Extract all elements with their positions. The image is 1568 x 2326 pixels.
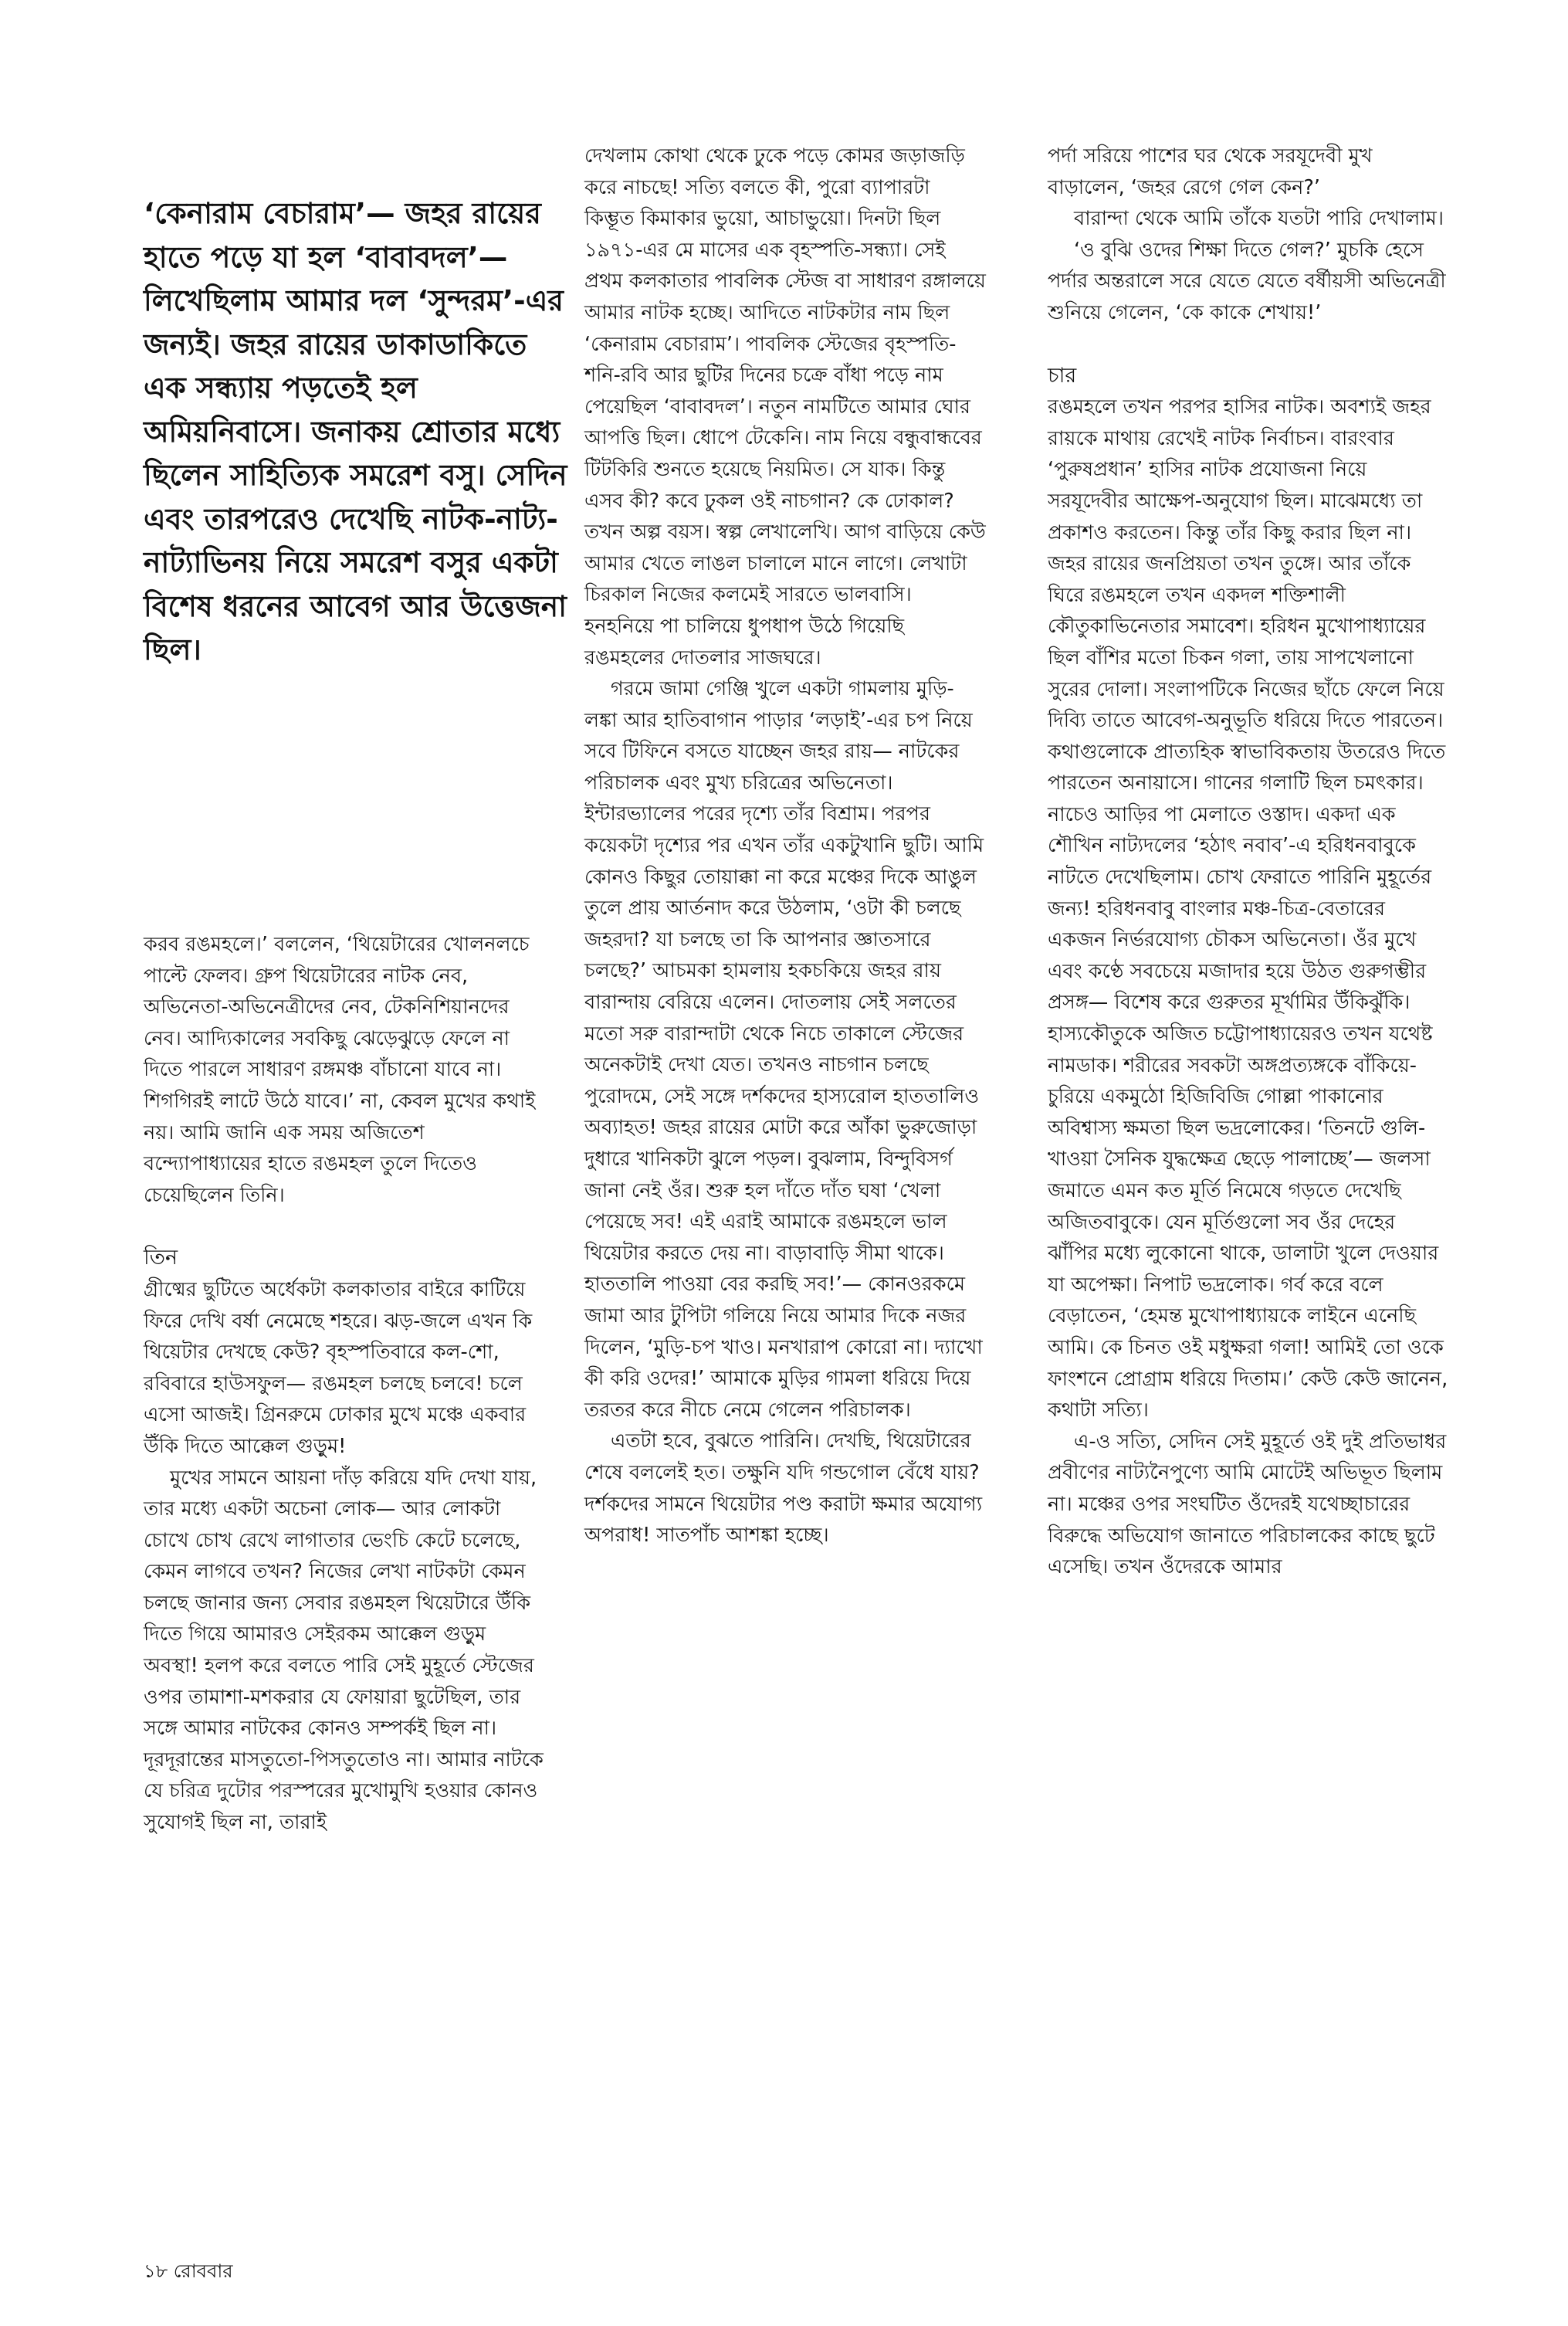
paragraph: মুখের সামনে আয়না দাঁড় করিয়ে যদি দেখা যায়, তার মধ্যে একটা অচেনা লোক— আর লোকটা চোখে চোখ রেখে লাগাতার ভেংচি কেটে চলেছে, কেমন লাগবে তখন? নিজের লেখা নাটকটা কেমন চলছে জানার জন্য সেবার রঙমহল থিয়েটারে উঁকি দিতে গিয়ে আমারও সেইরকম আক্কেল গুড়ুম অবস্থা! হলপ করে বলতে পারি সেই মুহূর্তে স্টেজের ওপর তামাশা-মশকরার যে ফোয়ারা ছুটেছিল, তার সঙ্গে আমার নাটকের কোনও সম্পর্কই ছিল না। দূরদূরান্তের মাসতুতো-পিসতুতোও না। আমার নাটকে যে চরিত্র দুটোর পরস্পরের মুখোমুখি হওয়ার কোনও সুযোগই ছিল না, তারাই xyxy=(144,1466,544,1835)
paragraph: গ্রীষ্মের ছুটিতে অর্ধেকটা কলকাতার বাইরে কাটিয়ে ফিরে দেখি বর্ষা নেমেছে শহরে। ঝড়-জলে এখন কি থিয়েটার দেখছে কেউ? বৃহস্পতিবারে কল-শো, রবিবারে হাউসফুল— রঙমহল চলছে চলবে! চলে এসো আজই। গ্রিনরুমে ঢোকার মুখে মঞ্চে একবার উঁকি দিতে আক্কেল গুড়ুম! xyxy=(144,1277,533,1458)
paragraph: এ-ও সত্যি, সেদিন সেই মুহূর্তে ওই দুই প্রতিভাধর প্রবীণের নাট্যনৈপুণ্যে আমি মোটেই অভিভূত ছিলাম না। মঞ্চের ওপর সংঘটিত ওঁদেরই যথেচ্ছাচারের বিরুদ্ধে অভিযোগ জানাতে পরিচালকের কাছে ছুটে এসেছি। তখন ওঁদেরকে আমার xyxy=(1048,1429,1447,1579)
paragraph: এতটা হবে, বুঝতে পারিনি। দেখছি, থিয়েটারের শেষে বললেই হত। তক্ষুনি যদি গন্ডগোল বেঁধে যায়? দর্শকদের সামনে থিয়েটার পণ্ড করাটা ক্ষমার অযোগ্য অপরাধ! সাতপাঁচ আশঙ্কা হচ্ছে। xyxy=(584,1429,983,1548)
section-heading: তিন xyxy=(144,1246,178,1270)
paragraph: গরমে জামা গেঞ্জি খুলে একটা গামলায় মুড়ি-লঙ্কা আর হাতিবাগান পাড়ার ‘লড়াই’-এর চপ নিয়ে সবে টিফিনে বসতে যাচ্ছেন জহর রায়— নাটকের পরিচালক এবং মুখ্য চরিত্রের অভিনেতা। ইন্টারভ্যালের পরের দৃশ্যে তাঁর বিশ্রাম। পরপর কয়েকটা দৃশ্যের পর এখন তাঁর একটুখানি ছুটি। আমি কোনও কিছুর তোয়াক্কা না করে মঞ্চের দিকে আঙুল তুলে প্রায় আর্তনাদ করে উঠলাম, ‘ওটা কী চলছে জহরদা? যা চলছে তা কি আপনার জ্ঞাতসারে চলছে?’ আচমকা হামলায় হকচকিয়ে জহর রায় বারান্দায় বেরিয়ে এলেন। দোতলায় সেই সলতের মতো সরু বারান্দাটা থেকে নিচে তাকালে স্টেজের অনেকটাই দেখা যেত। তখনও নাচগান চলছে পুরোদমে, সেই সঙ্গে দর্শকদের হাস্যরোল হাততালিও অব্যাহত! জহর রায়ের মোটা করে আঁকা ভুরুজোড়া দুধারে খানিকটা ঝুলে পড়ল। বুঝলাম, বিন্দুবিসর্গ জানা নেই ওঁর। শুরু হল দাঁতে দাঁত ঘষা ‘খেলা পেয়েছে সব! এই এরাই আমাকে রঙমহলে ভাল থিয়েটার করতে দেয় না। বাড়াবাড়ি সীমা থাকে। হাততালি পাওয়া বের করছি সব!’— কোনওরকমে জামা আর টুপিটা গলিয়ে নিয়ে আমার দিকে নজর দিলেন, ‘মুড়ি-চপ খাও। মনখারাপ কোরো না। দ্যাখো কী করি ওদের!’ আমাকে মুড়ির গামলা ধরিয়ে দিয়ে তরতর করে নীচে নেমে গেলেন পরিচালক। xyxy=(584,677,984,1422)
page-footer: ১৮ রোববার xyxy=(144,2260,233,2282)
paragraph: বারান্দা থেকে আমি তাঁকে যতটা পারি দেখালাম। xyxy=(1074,207,1444,231)
paragraph: করব রঙমহলে।’ বললেন, ‘থিয়েটারের খোলনলচে পাল্টে ফেলব। গ্রুপ থিয়েটারের নাটক নেব, অভিনেতা-অভিনেত্রীদের নেব, টেকনিশিয়ানদের নেব। আদ্যিকালের সবকিছু ঝেড়েঝুড়ে ফেলে না দিতে পারলে সাধারণ রঙ্গমঞ্চ বাঁচানো যাবে না। শিগগিরই লাটে উঠে যাবে।’ না, কেবল মুখের কথাই নয়। আমি জানি এক সময় অজিতেশ বন্দ্যোপাধ্যায়ের হাতে রঙমহল তুলে দিতেও চেয়েছিলেন তিনি। xyxy=(144,933,536,1207)
paragraph: দেখলাম কোথা থেকে ঢুকে পড়ে কোমর জড়াজড়ি করে নাচছে! সত্যি বলতে কী, পুরো ব্যাপারটা কিম্ভূত কিমাকার ভুয়ো, আচাভুয়ো। দিনটা ছিল ১৯৭১-এর মে মাসের এক বৃহস্পতি-সন্ধ্যা। সেই প্রথম কলকাতার পাবলিক স্টেজ বা সাধারণ রঙ্গালয়ে আমার নাটক হচ্ছে। আদিতে নাটকটার নাম ছিল ‘কেনারাম বেচারাম’। পাবলিক স্টেজের বৃহস্পতি-শনি-রবি আর ছুটির দিনের চক্রে বাঁধা পড়ে নাম পেয়েছিল ‘বাবাবদল’। নতুন নামটিতে আমার ঘোর আপত্তি ছিল। ধোপে টেকেনি। নাম নিয়ে বন্ধুবান্ধবের টিটকিরি শুনতে হয়েছে নিয়মিত। সে যাক। কিন্তু এসব কী? কবে ঢুকল ওই নাচগান? কে ঢোকাল? তখন অল্প বয়স। স্বল্প লেখালেখি। আগ বাড়িয়ে কেউ আমার খেতে লাঙল চালালে মানে লাগে। লেখাটা চিরকাল নিজের কলমেই সারতে ভালবাসি। হনহনিয়ে পা চালিয়ে ধুপধাপ উঠে গিয়েছি রঙমহলের দোতলার সাজঘরে। xyxy=(584,144,986,670)
section-heading: চার xyxy=(1048,363,1077,388)
paragraph: রঙমহলে তখন পরপর হাসির নাটক। অবশ্যই জহর রায়কে মাথায় রেখেই নাটক নির্বাচন। বারংবার ‘পুরুষপ্রধান’ হাসির নাটক প্রযোজনা নিয়ে সরযূদেবীর আক্ষেপ-অনুযোগ ছিল। মাঝেমধ্যে তা প্রকাশও করতেন। কিন্তু তাঁর কিছু করার ছিল না। জহর রায়ের জনপ্রিয়তা তখন তুঙ্গে। আর তাঁকে ঘিরে রঙমহলে তখন একদল শক্তিশালী কৌতুকাভিনেতার সমাবেশ। হরিধন মুখোপাধ্যায়ের ছিল বাঁশির মতো চিকন গলা, তায় সাপখেলানো সুরের দোলা। সংলাপটিকে নিজের ছাঁচে ফেলে নিয়ে দিব্যি তাতে আবেগ-অনুভূতি ধরিয়ে দিতে পারতেন। কথাগুলোকে প্রাত্যহিক স্বাভাবিকতায় উতরেও দিতে পারতেন অনায়াসে। গানের গলাটি ছিল চমৎকার। নাচেও আড়ির পা মেলাতে ওস্তাদ। একদা এক শৌখিন নাট্যদলের ‘হঠাৎ নবাব’-এ হরিধনবাবুকে নাটতে দেখেছিলাম। চোখ ফেরাতে পারিনি মুহূর্তের জন্য! হরিধনবাবু বাংলার মঞ্চ-চিত্র-বেতারের একজন নির্ভরযোগ্য চৌকস অভিনেতা। ওঁর মুখে এবং কণ্ঠে সবচেয়ে মজাদার হয়ে উঠত গুরুগম্ভীর প্রসঙ্গ— বিশেষ করে গুরুতর মূর্খামির উঁকিঝুঁকি। হাস্যকৌতুকে অজিত চট্টোপাধ্যায়েরও তখন যথেষ্ট নামডাক। শরীরের সবকটা অঙ্গপ্রত্যঙ্গকে বাঁকিয়ে-চুরিয়ে একমুঠো হিজিবিজি গোল্লা পাকানোর অবিশ্বাস্য ক্ষমতা ছিল ভদ্রলোকের। ‘তিনটে গুলি-খাওয়া সৈনিক যুদ্ধক্ষেত্র ছেড়ে পালাচ্ছে’— জলসা জমাতে এমন কত মূর্তি নিমেষে গড়তে দেখেছি অজিতবাবুকে। যেন মূর্তিগুলো সব ওঁর দেহের ঝাঁপির মধ্যে লুকোনো থাকে, ডালাটা খুলে দেওয়ার যা অপেক্ষা। নিপাট ভদ্রলোক। গর্ব করে বলে বেড়াতেন, ‘হেমন্ত মুখোপাধ্যায়কে লাইনে এনেছি আমি। কে চিনত ওই মধুক্ষরা গলা! আমিই তো ওকে ফাংশনে প্রোগ্রাম ধরিয়ে দিতাম।’ কেউ কেউ জানেন, কথাটা সত্যি। xyxy=(1048,395,1448,1422)
pull-quote: ‘কেনারাম বেচারাম’— জহর রায়ের হাতে পড়ে যা হল ‘বাবাবদল’— লিখেছিলাম আমার দল ‘সুন্দরম’-এর জন্যই। জহর রায়ের ডাকাডাকিতে এক সন্ধ্যায় পড়তেই হল অমিয়নিবাসে। জনাকয় শ্রোতার মধ্যে ছিলেন সাহিত্যিক সমরেশ বসু। সেদিন এবং তারপরেও দেখেছি নাটক-নাট্য-নাট্যাভিনয় নিয়ে সমরেশ বসুর একটা বিশেষ ধরনের আবেগ আর উত্তেজনা ছিল। xyxy=(144,196,567,666)
paragraph: পর্দা সরিয়ে পাশের ঘর থেকে সরযূদেবী মুখ বাড়ালেন, ‘জহর রেগে গেল কেন?’ xyxy=(1048,144,1373,199)
paragraph: ‘ও বুঝি ওদের শিক্ষা দিতে গেল?’ মুচকি হেসে পর্দার অন্তরালে সরে যেতে যেতে বর্ষীয়সী অভিনেত্রী শুনিয়ে গেলেন, ‘কে কাকে শেখায়!’ xyxy=(1048,238,1446,324)
